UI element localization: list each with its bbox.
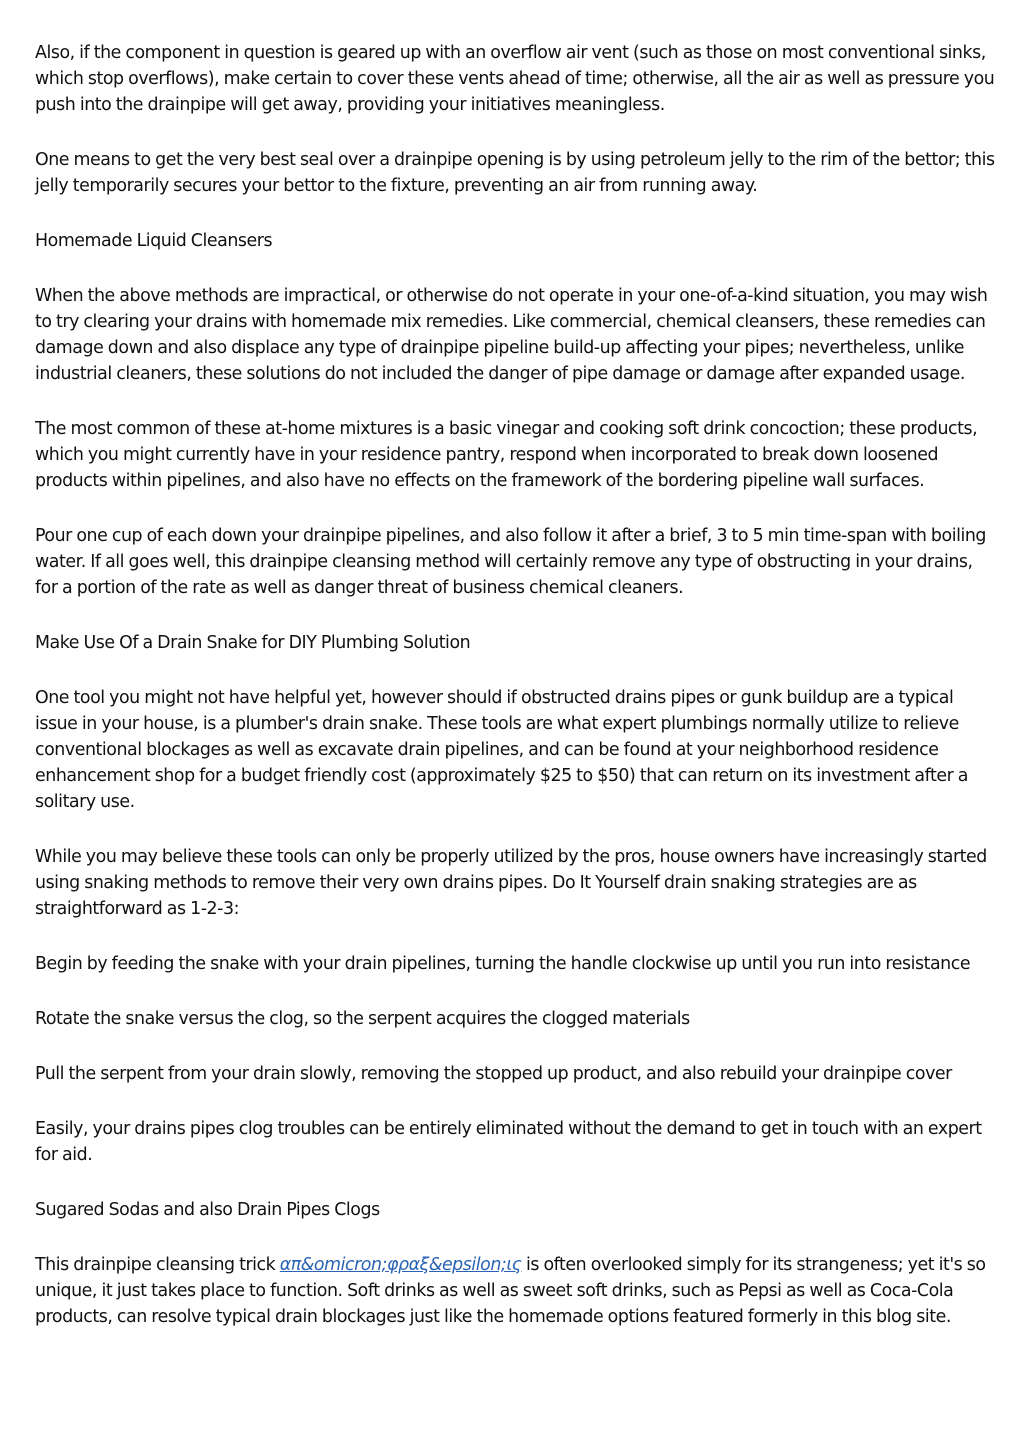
inline-link[interactable]: απ&omicron;φραξ&epsilon;ις [279,1255,522,1275]
paragraph-vinegar-mixture: The most common of these at-home mixtures is a basic vinegar and cooking soft drink concoction; these products, which you might currently have in your residence pantry, respond when incorporated to break down loosened products within pipelines, and also have no effects on the framework of the bordering pipeline wall surfaces. [35,419,978,491]
paragraph-overflow-vent: Also, if the component in question is geared up with an overflow air vent (such as those on most conventional sinks, which stop overflows), make certain to cover these vents ahead of time; otherwise, all the air as well as pressure you push into the drainpipe will get away, providing your initiatives meaningless. [35,43,995,115]
paragraph-plumbers-snake: One tool you might not have helpful yet, however should if obstructed drains pipes or gunk buildup are a typical issue in your house, is a plumber's drain snake. These tools are what expert plumbings normally utilize to relieve conventional blockages as well as excavate drain pipelines, and can be found at your neighborhood residence enhancement shop for a budget friendly cost (approximately $25 to $50) that can return on its investment after a solitary use. [35,688,969,812]
heading-sugared-sodas: Sugared Sodas and also Drain Pipes Clogs [35,1200,380,1220]
step-feed-snake: Begin by feeding the snake with your drain pipelines, turning the handle clockwise up until you run into resistance [35,954,971,974]
document-body [35,40,995,1359]
step-rotate-snake: Rotate the snake versus the clog, so the serpent acquires the clogged materials [35,1009,690,1029]
heading-homemade-liquid-cleansers: Homemade Liquid Cleansers [35,231,273,251]
paragraph-clog-eliminated: Easily, your drains pipes clog troubles can be entirely eliminated without the demand to get in touch with an expert for aid. [35,1119,982,1165]
paragraph-homemade-remedies: When the above methods are impractical, or otherwise do not operate in your one-of-a-kind situation, you may wish to try clearing your drains with homemade mix remedies. Like commercial, chemical cleansers, these remedies can damage down and also displace any type of drainpipe pipeline build-up affecting your pipes; nevertheless, unlike industrial cleaners, these solutions do not included the danger of pipe damage or damage after expanded usage. [35,286,988,384]
paragraph-soda-trick [35,1252,995,1330]
step-pull-serpent: Pull the serpent from your drain slowly, removing the stopped up product, and also rebuild your drainpipe cover [35,1064,952,1084]
soda-trick-text-before: This drainpipe cleansing trick [35,1255,280,1275]
paragraph-snaking-methods: While you may believe these tools can only be properly utilized by the pros, house owners have increasingly started using snaking methods to remove their very own drains pipes. Do It Yourself drain snaking strategies are as straightforward as 1-2-3: [35,847,987,919]
paragraph-petroleum-jelly: One means to get the very best seal over a drainpipe opening is by using petroleum jelly to the rim of the bettor; this jelly temporarily secures your bettor to the fixture, preventing an air from running away. [35,150,995,196]
heading-drain-snake: Make Use Of a Drain Snake for DIY Plumbing Solution [35,633,471,653]
soda-trick-text-after: is often overlooked simply for its strangeness; yet it's so unique, it just takes place to function. Soft drinks as well as sweet soft drinks, such as Pepsi as well as Coca-Cola products, can resolve typical drain blockages just like the homemade options featured formerly in this blog site. [35,1255,986,1327]
paragraph-pour-one-cup: Pour one cup of each down your drainpipe pipelines, and also follow it after a brief, 3 to 5 min time-span with boiling water. If all goes well, this drainpipe cleansing method will certainly remove any type of obstructing in your drains, for a portion of the rate as well as danger threat of business chemical cleaners. [35,526,987,598]
